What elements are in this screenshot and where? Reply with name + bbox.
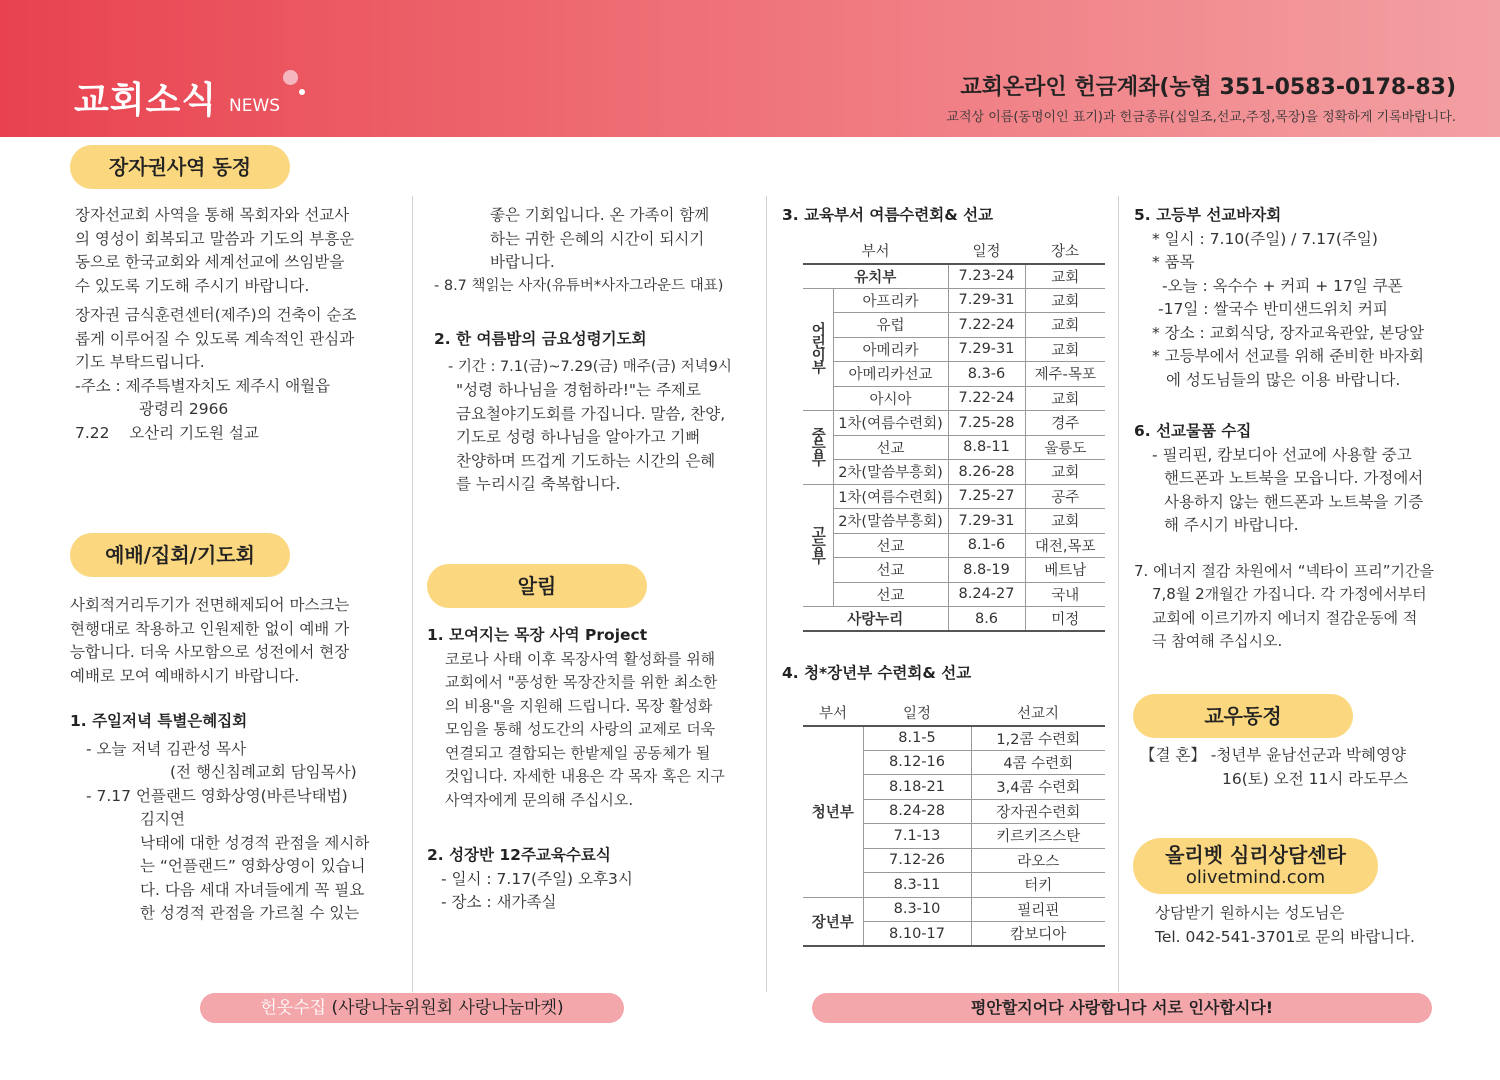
table-cell: 필리핀 <box>971 897 1105 922</box>
table-row <box>803 337 1105 362</box>
table-cell: 8.10-17 <box>863 922 971 947</box>
text-line: 장자선교회 사역을 통해 목회자와 선교사 <box>75 206 350 224</box>
table-row <box>803 435 1105 460</box>
table-header: 부서 <box>803 701 863 726</box>
col2-top-text <box>434 204 764 497</box>
footer-text: (사랑나눔위원회 사랑나눔마켓) <box>326 998 564 1018</box>
logo-dot-icon <box>283 70 298 85</box>
table-cell: 유치부 <box>803 264 948 289</box>
table-row <box>803 897 1105 922</box>
table-cell: 2차(말씀부흥회) <box>833 460 948 485</box>
column-divider <box>412 196 413 992</box>
counsel-text <box>1155 902 1475 949</box>
wedding-text <box>1140 744 1480 791</box>
section-pill-notice: 알림 <box>427 564 647 608</box>
table-cell: 울릉도 <box>1025 435 1105 460</box>
text-line: 7. 에너지 절감 차원에서 “넥타이 프리”기간을 <box>1134 561 1435 580</box>
text-line: - 장소 : 새가족실 <box>441 893 557 911</box>
table-row <box>803 264 1105 289</box>
text-line: 코로나 사태 이후 목장사역 활성화를 위해 <box>445 649 716 668</box>
text-line: 롭게 이루어질 수 있도록 계속적인 관심과 <box>75 329 355 348</box>
table-cell: 7.29-31 <box>948 509 1025 534</box>
table-cell: 선교 <box>833 582 948 607</box>
text-line: 것입니다. 자세한 내용은 각 목자 혹은 지구 <box>445 767 725 785</box>
table-cell: 아메리카선교 <box>833 362 948 387</box>
counseling-center-url: olivetmind.com <box>1185 867 1326 888</box>
text-line: 찬양하며 뜨겁게 기도하는 시간의 은혜 <box>456 451 716 470</box>
text-line: Tel. 042-541-3701로 문의 바랍니다. <box>1155 927 1415 946</box>
worship-text <box>70 594 405 926</box>
address-line: -주소 : 제주특별자치도 제주시 애월읍 <box>75 376 331 395</box>
table-cell: 8.6 <box>948 607 1025 632</box>
table-row <box>803 509 1105 534</box>
text-line: * 일시 : 7.10(주일) / 7.17(주일) <box>1152 229 1378 248</box>
group-label: 장년부 <box>803 897 863 946</box>
section-pill-members: 교우동정 <box>1133 694 1353 738</box>
text-line: 해 주시기 바랍니다. <box>1164 516 1299 534</box>
table-cell: 선교 <box>833 533 948 558</box>
table-header: 장소 <box>1025 239 1105 264</box>
table-cell: 캄보디아 <box>971 922 1105 947</box>
text-line: 좋은 기회입니다. 온 가족이 함께 <box>490 206 710 224</box>
table-cell: 7.12-26 <box>863 848 971 873</box>
text-line: "성령 하나님을 경험하라!"는 주제로 <box>456 381 701 399</box>
table-row <box>803 313 1105 338</box>
group-label-cell <box>803 411 833 485</box>
text-line: 상담받기 원하시는 성도님은 <box>1155 904 1345 922</box>
text-line: 장자권 금식훈련센터(제주)의 건축이 순조 <box>75 306 357 324</box>
table-cell: 7.22-24 <box>948 313 1025 338</box>
text-line: 【결 혼】 -청년부 윤남선군과 박혜영양 <box>1140 746 1406 764</box>
text-line: 하는 귀한 은혜의 시간이 되시기 <box>490 229 705 248</box>
table-cell: 교회 <box>1025 264 1105 289</box>
text-line: 한 성경적 관점을 가르칠 수 있는 <box>140 904 360 922</box>
table-cell: 경주 <box>1025 411 1105 436</box>
text-line: 현행대로 착용하고 인원제한 없이 예배 가 <box>70 619 350 638</box>
table-row <box>803 533 1105 558</box>
table-cell: 1차(여름수련회) <box>833 411 948 436</box>
text-line: 7,8월 2개월간 가집니다. 각 가정에서부터 <box>1152 585 1427 603</box>
text-line: 16(토) 오전 11시 라도무스 <box>1222 769 1409 788</box>
table-cell: 교회 <box>1025 509 1105 534</box>
table-cell: 아메리카 <box>833 337 948 362</box>
table-cell: 미정 <box>1025 607 1105 632</box>
table-cell: 라오스 <box>971 848 1105 873</box>
table-cell: 7.25-28 <box>948 411 1025 436</box>
text-line: 는 “언플랜드” 영화상영이 있습니 <box>140 857 366 875</box>
table-cell: 터키 <box>971 873 1105 898</box>
table-cell: 대전,목포 <box>1025 533 1105 558</box>
account-title: 교회온라인 헌금계좌(농협 351-0583-0178-83) <box>960 75 1456 100</box>
subheading: 6. 선교물품 수집 <box>1134 422 1252 440</box>
table-cell: 8.1-5 <box>863 726 971 751</box>
table-cell: 8.8-11 <box>948 435 1025 460</box>
group-label: 청년부 <box>803 726 863 898</box>
text-line: 의 영성이 회복되고 말씀과 기도의 부흥운 <box>75 229 355 248</box>
text-line: 교회에 이르기까지 에너지 절감운동에 적 <box>1152 608 1418 627</box>
table-cell: 7.25-27 <box>948 484 1025 509</box>
table-header-row <box>803 701 1105 726</box>
text-line: - 일시 : 7.17(주일) 오후3시 <box>441 869 633 888</box>
text-line: (전 행신침례교회 담임목사) <box>170 763 357 781</box>
counseling-center-name: 올리벳 심리상담센타 <box>1165 843 1346 867</box>
table-cell: 교회 <box>1025 288 1105 313</box>
table-cell: 교회 <box>1025 337 1105 362</box>
schedule-table-adult <box>803 701 1105 947</box>
section-pill-worship: 예배/집회/기도회 <box>70 533 290 577</box>
table-cell: 8.18-21 <box>863 775 971 800</box>
table-row <box>803 607 1105 632</box>
footer-greeting: 평안할지어다 사랑합니다 서로 인사합시다! <box>812 993 1432 1023</box>
logo-title: 교회소식 <box>74 80 218 121</box>
address-line: 광령리 2966 <box>139 400 229 418</box>
text-line: 의 비용"을 지원해 드립니다. 목장 활성화 <box>445 696 713 715</box>
notice-text <box>427 624 764 915</box>
text-line: -오늘 : 옥수수 + 커피 + 17일 쿠폰 <box>1162 276 1403 295</box>
subheading: 2. 성장반 12주교육수료식 <box>427 846 611 864</box>
text-line: 에 성도님들의 많은 이용 바랍니다. <box>1166 370 1401 389</box>
table-cell: 아시아 <box>833 386 948 411</box>
subheading: 1. 모여지는 목장 사역 Project <box>427 626 648 644</box>
group-label: 고등부 <box>809 524 826 562</box>
subheading: 2. 한 여름밤의 금요성령기도회 <box>434 330 647 348</box>
text-line: 바랍니다. <box>490 253 555 271</box>
table-cell: 교회 <box>1025 386 1105 411</box>
text-line: 극 참여해 주십시오. <box>1152 632 1283 650</box>
table-cell: 교회 <box>1025 313 1105 338</box>
table-header-row <box>803 239 1105 264</box>
text-line: 수 있도록 기도해 주시기 바랍니다. <box>75 276 310 295</box>
text-line: 능합니다. 더욱 사모함으로 성전에서 현장 <box>70 643 350 661</box>
table-header: 선교지 <box>971 701 1105 726</box>
table-cell: 아프리카 <box>833 288 948 313</box>
table-cell: 선교 <box>833 558 948 583</box>
table-cell: 공주 <box>1025 484 1105 509</box>
table-cell: 7.29-31 <box>948 337 1025 362</box>
logo-dot-small-icon <box>299 89 305 95</box>
text-line: 를 누리시길 축복합니다. <box>456 475 621 493</box>
table-row <box>803 386 1105 411</box>
logo-sub: NEWS <box>229 96 281 116</box>
section-pill-jangja: 장자권사역 동정 <box>70 145 290 189</box>
table-cell: 4콤 수련회 <box>971 750 1105 775</box>
table-cell: 8.3-10 <box>863 897 971 922</box>
table-cell: 8.24-27 <box>948 582 1025 607</box>
table-cell: 7.1-13 <box>863 824 971 849</box>
table-cell: 제주-목포 <box>1025 362 1105 387</box>
text-line: 핸드폰과 노트북을 모읍니다. 가정에서 <box>1164 469 1424 487</box>
table-cell: 3,4콤 수련회 <box>971 775 1105 800</box>
table-row <box>803 582 1105 607</box>
text-line: * 장소 : 교회식당, 장자교육관앞, 본당앞 <box>1152 323 1425 342</box>
group-label: 중등부 <box>809 426 826 464</box>
footer-clothes-collection <box>200 993 624 1023</box>
event-line: 7.22 오산리 기도원 설교 <box>75 423 259 442</box>
table-cell: 8.8-19 <box>948 558 1025 583</box>
text-line: 사역자에게 문의해 주십시오. <box>445 790 634 809</box>
table-row <box>803 362 1105 387</box>
footer-highlight: 헌옷수집 <box>260 998 327 1018</box>
account-note: 교적상 이름(동명이인 표기)과 헌금종류(십일조,선교,주정,목장)을 정확하게 기록바랍니다. <box>946 110 1456 125</box>
table-header: 일정 <box>863 701 971 726</box>
table-cell: 베트남 <box>1025 558 1105 583</box>
text-line: 다. 다음 세대 자녀들에게 꼭 필요 <box>140 880 365 899</box>
group-label: 어린이부 <box>809 322 826 373</box>
table-cell: 8.26-28 <box>948 460 1025 485</box>
text-line: 예배로 모여 예배하시기 바랍니다. <box>70 666 300 685</box>
table-cell: 7.22-24 <box>948 386 1025 411</box>
column-divider <box>766 196 767 992</box>
table-cell: 1,2콤 수련회 <box>971 726 1105 751</box>
text-line: - 기간 : 7.1(금)~7.29(금) 매주(금) 저녁9시 <box>448 358 732 375</box>
column-divider <box>1118 196 1119 992</box>
subheading: 1. 주일저녁 특별은혜집회 <box>70 712 248 730</box>
table-header: 일정 <box>948 239 1025 264</box>
table-row <box>803 288 1105 313</box>
table-cell: 8.12-16 <box>863 750 971 775</box>
header-banner <box>0 0 1500 137</box>
text-line: 모임을 통해 성도간의 사랑의 교제로 더욱 <box>445 720 716 738</box>
group-label-cell <box>803 288 833 411</box>
text-line: -17일 : 쌀국수 반미샌드위치 커피 <box>1158 300 1388 318</box>
table-cell: 8.3-6 <box>948 362 1025 387</box>
text-line: 김지연 <box>140 810 185 828</box>
text-line: 낙태에 대한 성경적 관점을 제시하 <box>140 833 370 852</box>
text-line: - 8.7 책읽는 사자(유튜버*사자그라운드 대표) <box>434 277 724 294</box>
table-cell: 선교 <box>833 435 948 460</box>
text-line: - 오늘 저녁 김관성 목사 <box>86 739 247 758</box>
table-cell: 1차(여름수련회) <box>833 484 948 509</box>
table-cell: 2차(말씀부흥회) <box>833 509 948 534</box>
table-cell: 장자권수련회 <box>971 799 1105 824</box>
text-line: - 7.17 언플랜드 영화상영(바른낙태법) <box>86 786 348 805</box>
text-line: * 품목 <box>1152 253 1195 271</box>
table-row <box>803 726 1105 751</box>
text-line: * 고등부에서 선교를 위해 준비한 바자회 <box>1152 347 1424 365</box>
text-line: 동으로 한국교회와 세계선교에 쓰임받을 <box>75 253 345 271</box>
table-cell: 8.24-28 <box>863 799 971 824</box>
table-row <box>803 484 1105 509</box>
text-line: 기도로 성령 하나님을 알아가고 기뻐 <box>456 428 701 446</box>
text-line: 기도 부탁드립니다. <box>75 353 205 371</box>
table-row <box>803 558 1105 583</box>
subheading: 5. 고등부 선교바자회 <box>1134 206 1282 224</box>
text-line: - 필리핀, 캄보디아 선교에 사용할 중고 <box>1152 445 1412 464</box>
table-cell: 8.3-11 <box>863 873 971 898</box>
table-cell: 7.29-31 <box>948 288 1025 313</box>
table-cell: 국내 <box>1025 582 1105 607</box>
col4-text <box>1134 204 1474 654</box>
table-cell: 8.1-6 <box>948 533 1025 558</box>
subheading: 4. 청*장년부 수련회& 선교 <box>782 664 972 682</box>
text-line: 금요철야기도회를 가집니다. 말씀, 찬양, <box>456 404 726 423</box>
table-cell: 사랑누리 <box>803 607 948 632</box>
counseling-center-pill <box>1133 838 1378 894</box>
schedule-table-youth <box>803 239 1105 632</box>
subheading: 3. 교육부서 여름수련회& 선교 <box>782 206 994 224</box>
table-header: 부서 <box>803 239 948 264</box>
jangja-text <box>75 204 405 445</box>
text-line: 교회에서 "풍성한 목장잔치를 위한 최소한 <box>445 673 718 691</box>
table-row <box>803 460 1105 485</box>
text-line: 사회적거리두기가 전면해제되어 마스크는 <box>70 596 350 614</box>
group-label-cell <box>803 484 833 607</box>
table-cell: 7.23-24 <box>948 264 1025 289</box>
text-line: 연결되고 결합되는 한밭제일 공동체가 될 <box>445 743 711 762</box>
table-cell: 교회 <box>1025 460 1105 485</box>
table-cell: 유럽 <box>833 313 948 338</box>
table-cell: 키르키즈스탄 <box>971 824 1105 849</box>
text-line: 사용하지 않는 핸드폰과 노트북을 기증 <box>1164 492 1424 511</box>
table-row <box>803 411 1105 436</box>
